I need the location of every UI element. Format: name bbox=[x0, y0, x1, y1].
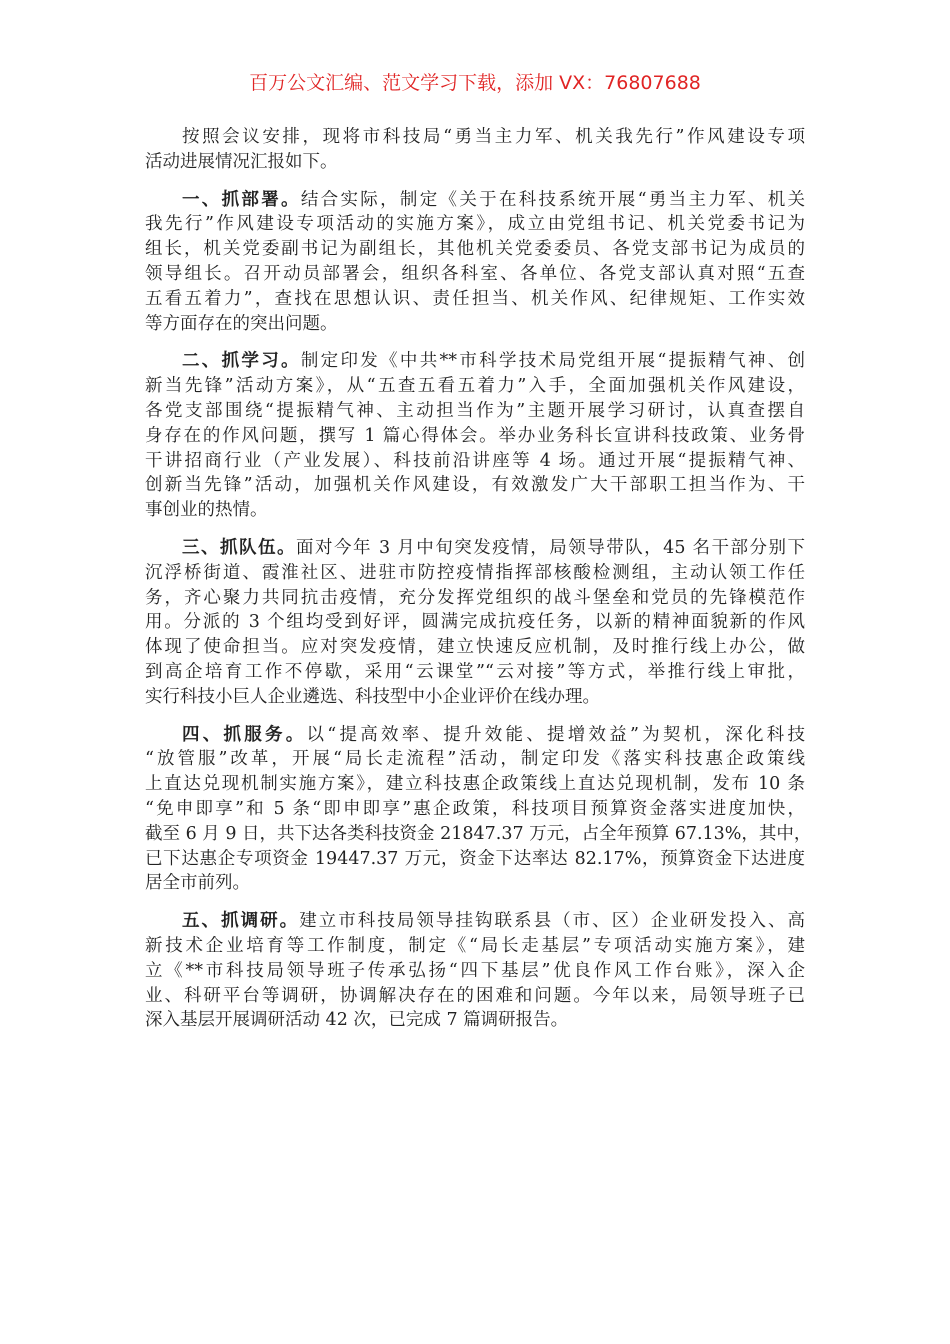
text-line bbox=[145, 772, 805, 797]
text-line bbox=[145, 349, 805, 374]
text-line bbox=[145, 747, 805, 772]
text-line bbox=[145, 399, 805, 424]
text-line bbox=[145, 610, 805, 635]
text-line bbox=[145, 561, 805, 586]
text-line bbox=[145, 374, 805, 399]
line-text: 以“提高效率、提升效能、提增效益”为契机，深化科技 bbox=[306, 724, 805, 745]
line-text: “免申即享”和 5 条“即申即享”惠企政策，科技项目预算资金落实进度加快， bbox=[145, 798, 805, 819]
section-heading: 一、抓部署。 bbox=[182, 189, 301, 210]
text-line bbox=[145, 536, 805, 561]
paragraph bbox=[145, 723, 812, 897]
line-text: 截至 6 月 9 日，共下达各类科技资金 21847.37 万元，占全年预算 67.13%，其中， bbox=[145, 823, 812, 844]
text-line bbox=[145, 871, 805, 896]
text-line bbox=[145, 188, 805, 213]
text-line bbox=[145, 822, 812, 847]
line-text: 实行科技小巨人企业遴选、科技型中小企业评价在线办理。 bbox=[145, 686, 600, 707]
paragraph bbox=[145, 536, 805, 710]
line-text: 面对今年 3 月中旬突发疫情，局领导带队，45 名干部分别下 bbox=[295, 537, 805, 558]
line-text: 身存在的作风问题，撰写 1 篇心得体会。举办业务科长宣讲科技政策、业务骨 bbox=[145, 425, 805, 446]
text-line bbox=[145, 237, 805, 262]
paragraph bbox=[145, 349, 805, 523]
line-text: 体现了使命担当。应对突发疫情，建立快速反应机制，及时推行线上办公，做 bbox=[145, 637, 805, 658]
download-banner: 百万公文汇编、范文学习下载，添加 VX：76807688 bbox=[249, 72, 701, 94]
text-line bbox=[145, 797, 805, 822]
section-heading: 二、抓学习。 bbox=[182, 351, 301, 372]
line-text: 组长，机关党委副书记为副组长，其他机关党委委员、各党支部书记为成员的 bbox=[145, 239, 805, 260]
line-text: 已下达惠企专项资金 19447.37 万元，资金下达率达 82.17%，预算资金下达进度 bbox=[145, 848, 805, 869]
line-text: 建立市科技局领导挂钩联系县（市、区）企业研发投入、高 bbox=[299, 911, 806, 932]
text-line bbox=[145, 287, 805, 312]
text-line bbox=[145, 909, 805, 934]
text-line bbox=[145, 959, 805, 984]
line-text: 务，齐心聚力共同抗击疫情，充分发挥党组织的战斗堡垒和党员的先锋模范作 bbox=[145, 587, 805, 608]
line-text: 我先行”作风建设专项活动的实施方案》，成立由党组书记、机关党委书记为 bbox=[145, 214, 805, 235]
text-line bbox=[145, 984, 805, 1009]
section-heading: 四、抓服务。 bbox=[182, 724, 307, 745]
section-heading: 五、抓调研。 bbox=[182, 911, 300, 932]
text-line bbox=[145, 635, 805, 660]
section-heading: 三、抓队伍。 bbox=[182, 537, 296, 558]
document-body bbox=[145, 125, 812, 1046]
line-text: 事创业的热情。 bbox=[145, 500, 268, 521]
line-text: 等方面存在的突出问题。 bbox=[145, 313, 338, 334]
text-line bbox=[145, 212, 805, 237]
text-line bbox=[145, 934, 805, 959]
line-text: 五看五着力”，查找在思想认识、责任担当、机关作风、纪律规矩、工作实效 bbox=[145, 288, 805, 309]
line-text: 上直达兑现机制实施方案》，建立科技惠企政策线上直达兑现机制，发布 10 条 bbox=[145, 774, 805, 795]
line-text: 居全市前列。 bbox=[145, 873, 250, 894]
line-text: 干讲招商行业（产业发展）、科技前沿讲座等 4 场。通过开展“提振精气神、 bbox=[145, 450, 805, 471]
text-line bbox=[145, 1008, 805, 1033]
line-text: 结合实际，制定《关于在科技系统开展“勇当主力军、机关 bbox=[300, 189, 806, 210]
line-text: 业、科研平台等调研，协调解决存在的困难和问题。今年以来，局领导班子已 bbox=[145, 985, 805, 1006]
text-line bbox=[145, 312, 805, 337]
line-text: 各党支部围绕“提振精气神、主动担当作为”主题开展学习研讨，认真查摆自 bbox=[145, 400, 805, 421]
paragraph bbox=[145, 188, 805, 337]
text-line bbox=[145, 498, 805, 523]
line-text: “放管服”改革，开展“局长走流程”活动，制定印发《落实科技惠企政策线 bbox=[145, 749, 805, 770]
text-line bbox=[145, 723, 805, 748]
text-line bbox=[145, 586, 805, 611]
line-text: 活动进展情况汇报如下。 bbox=[145, 151, 338, 172]
text-line bbox=[145, 449, 805, 474]
line-text: 制定印发《中共**市科学技术局党组开展“提振精气神、创 bbox=[300, 351, 806, 372]
text-line bbox=[145, 847, 805, 872]
line-text: 领导组长。召开动员部署会，组织各科室、各单位、各党支部认真对照“五查 bbox=[145, 263, 805, 284]
line-text: 深入基层开展调研活动 42 次，已完成 7 篇调研报告。 bbox=[145, 1010, 569, 1031]
line-text: 立《**市科技局领导班子传承弘扬“四下基层”优良作风工作台账》，深入企 bbox=[145, 960, 805, 981]
line-text: 新当先锋”活动方案》，从“五查五看五着力”入手，全面加强机关作风建设， bbox=[145, 376, 805, 397]
text-line bbox=[145, 150, 805, 175]
line-text: 创新当先锋”活动，加强机关作风建设，有效激发广大干部职工担当作为、干 bbox=[145, 475, 805, 496]
text-line bbox=[145, 125, 805, 150]
paragraph bbox=[145, 125, 805, 175]
line-text: 新技术企业培育等工作制度，制定《“局长走基层”专项活动实施方案》，建 bbox=[145, 935, 805, 956]
text-line bbox=[145, 473, 805, 498]
paragraph bbox=[145, 909, 805, 1033]
line-text: 用。分派的 3 个组均受到好评，圆满完成抗疫任务，以新的精神面貌新的作风 bbox=[145, 612, 805, 633]
line-text: 到高企培育工作不停歇，采用“云课堂”“云对接”等方式，举推行线上审批， bbox=[145, 661, 805, 682]
text-line bbox=[145, 262, 805, 287]
text-line bbox=[145, 660, 805, 685]
text-line bbox=[145, 685, 805, 710]
line-text: 按照会议安排，现将市科技局“勇当主力军、机关我先行”作风建设专项 bbox=[182, 127, 805, 147]
line-text: 沉浮桥街道、霞淮社区、进驻市防控疫情指挥部核酸检测组，主动认领工作任 bbox=[145, 562, 805, 583]
text-line bbox=[145, 424, 805, 449]
